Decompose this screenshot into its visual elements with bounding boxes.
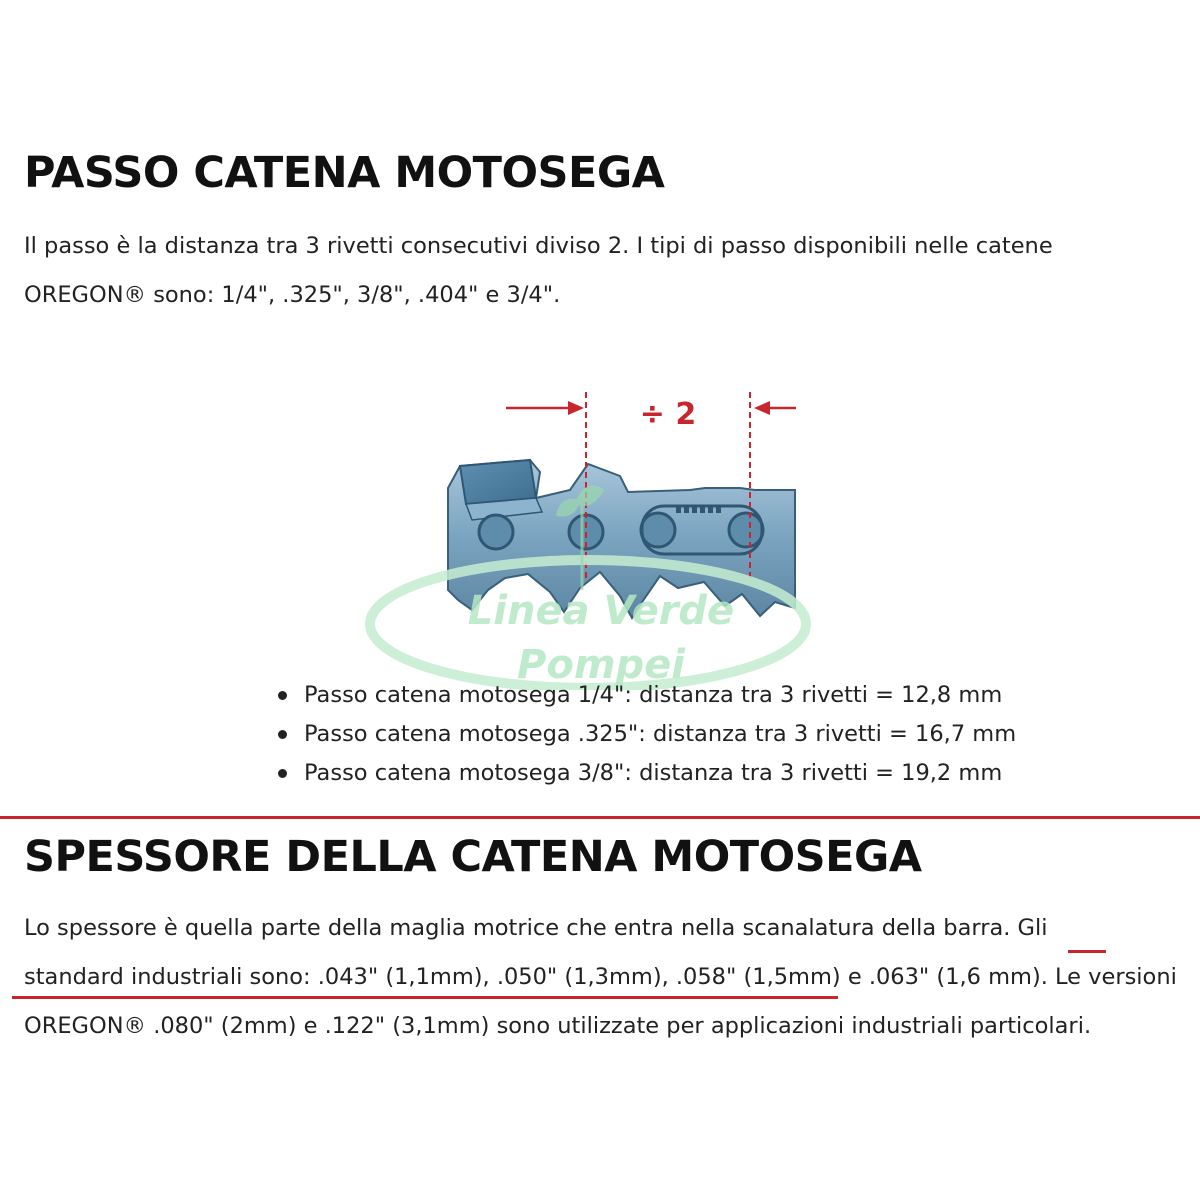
paragraph-line: OREGON® .080" (2mm) e .122" (3,1mm) sono utilizzate per applicazioni industriali particolari. — [24, 1013, 1092, 1039]
list-item-text: Passo catena motosega .325": distanza tra 3 rivetti = 16,7 mm — [304, 721, 1017, 747]
section-title-spessore: SPESSORE DELLA CATENA MOTOSEGA — [24, 832, 922, 882]
list-item — [276, 715, 1016, 754]
section-title-passo: PASSO CATENA MOTOSEGA — [24, 148, 665, 198]
arrow-right-icon — [506, 401, 584, 415]
pitch-bullet-list — [276, 676, 1016, 793]
paragraph-line: Il passo è la distanza tra 3 rivetti consecutivi diviso 2. I tipi di passo disponibili nelle catene — [24, 233, 1053, 259]
paragraph-spessore — [24, 904, 1177, 1051]
rivet — [641, 513, 675, 547]
section-divider — [0, 816, 1200, 819]
arrow-left-icon — [754, 401, 796, 415]
divide-by-two-label: ÷ 2 — [639, 397, 697, 432]
bullet-icon — [278, 769, 287, 778]
paragraph-line: standard industriali sono: .043" (1,1mm), .050" (1,3mm), .058" (1,5mm) e .063" (1,6 mm). Le versioni — [24, 964, 1177, 990]
highlight-underline — [1068, 950, 1106, 953]
highlight-underline — [12, 996, 838, 999]
chain-pitch-diagram — [360, 380, 840, 690]
rivet — [479, 515, 513, 549]
watermark-line: Pompei — [517, 642, 685, 688]
paragraph-passo — [24, 222, 1053, 320]
list-item-text: Passo catena motosega 1/4": distanza tra 3 rivetti = 12,8 mm — [304, 682, 1003, 708]
list-item — [276, 754, 1016, 793]
rivet — [729, 513, 763, 547]
chain-body — [448, 460, 795, 618]
paragraph-line: Lo spessore è quella parte della maglia motrice che entra nella scanalatura della barra. Gli — [24, 915, 1048, 941]
list-item — [276, 676, 1016, 715]
bullet-icon — [278, 730, 287, 739]
list-item-text: Passo catena motosega 3/8": distanza tra 3 rivetti = 19,2 mm — [304, 760, 1003, 786]
bullet-icon — [278, 691, 287, 700]
watermark-line: Linea Verde — [467, 588, 735, 634]
paragraph-line: OREGON® sono: 1/4", .325", 3/8", .404" e 3/4". — [24, 282, 561, 308]
